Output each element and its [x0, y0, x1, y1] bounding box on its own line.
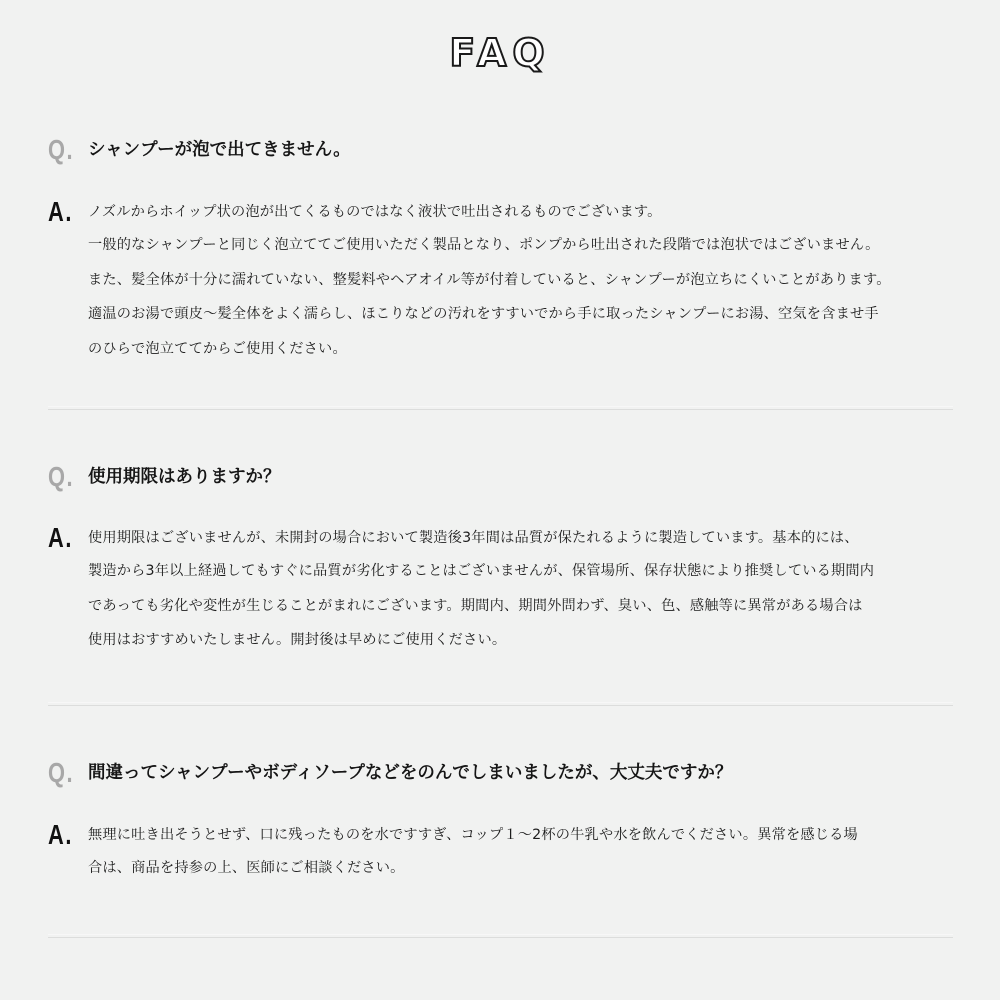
answer-line: 製造から3年以上経過してもすぐに品質が劣化することはございませんが、保管場所、保存状態により推奨している期間内 — [88, 563, 875, 579]
answer-line: 使用期限はございませんが、未開封の場合において製造後3年間は品質が保たれるように製造しています。基本的には、 — [88, 530, 859, 546]
answer-text — [88, 819, 858, 886]
faq-answer — [48, 819, 953, 886]
answer-line: 一般的なシャンプーと同じく泡立ててご使用いただく製品となり、ポンプから吐出された段階では泡状ではございません。 — [88, 237, 880, 253]
question-text: 間違ってシャンプーやボディソープなどをのんでしまいましたが、大丈夫ですか？ — [88, 763, 733, 783]
question-mark-label: Q. — [48, 757, 75, 788]
divider — [48, 934, 953, 938]
answer-line: 適温のお湯で頭皮〜髪全体をよく濡らし、ほこりなどの汚れをすすいでから手に取ったシャンプーにお湯、空気を含ませ手 — [88, 306, 879, 322]
divider — [48, 702, 953, 706]
question-text: シャンプーが泡で出てきません。 — [88, 140, 351, 160]
question-mark-label: Q. — [48, 461, 75, 492]
answer-mark-label: A. — [48, 196, 73, 227]
answer-line: のひらで泡立ててからご使用ください。 — [88, 340, 347, 357]
answer-text — [88, 196, 891, 366]
answer-line: また、髪全体が十分に濡れていない、整髪料やヘアオイル等が付着していると、シャンプーが泡立ちにくいことがあります。 — [88, 271, 891, 288]
faq-question — [48, 461, 953, 493]
answer-line: であっても劣化や変性が生じることがまれにございます。期間内、期間外問わず、臭い、色、感触等に異常がある場合は — [88, 597, 863, 614]
faq-question — [48, 134, 953, 166]
answer-line: 使用はおすすめいたしません。開封後は早めにご使用ください。 — [88, 632, 507, 648]
answer-mark-label: A. — [48, 522, 73, 553]
answer-line: ノズルからホイップ状の泡が出てくるものではなく液状で吐出されるものでございます。 — [88, 204, 662, 220]
answer-line: 無理に吐き出そうとせず、口に残ったものを水ですすぎ、コップ１〜2杯の牛乳や水を飲んでください。異常を感じる場 — [88, 827, 858, 843]
faq-answer — [48, 522, 953, 658]
faq-item — [48, 134, 953, 366]
question-mark-label: Q. — [48, 134, 75, 165]
page-title: FAQ — [449, 31, 551, 75]
faq-answer — [48, 196, 953, 366]
faq-item — [48, 461, 953, 658]
faq-question — [48, 757, 953, 789]
divider — [48, 406, 953, 410]
faq-item — [48, 757, 953, 886]
answer-line: 合は、商品を持参の上、医師にご相談ください。 — [88, 860, 405, 876]
question-text: 使用期限はありますか？ — [88, 467, 281, 487]
answer-mark-label: A. — [48, 819, 73, 850]
answer-text — [88, 522, 874, 658]
